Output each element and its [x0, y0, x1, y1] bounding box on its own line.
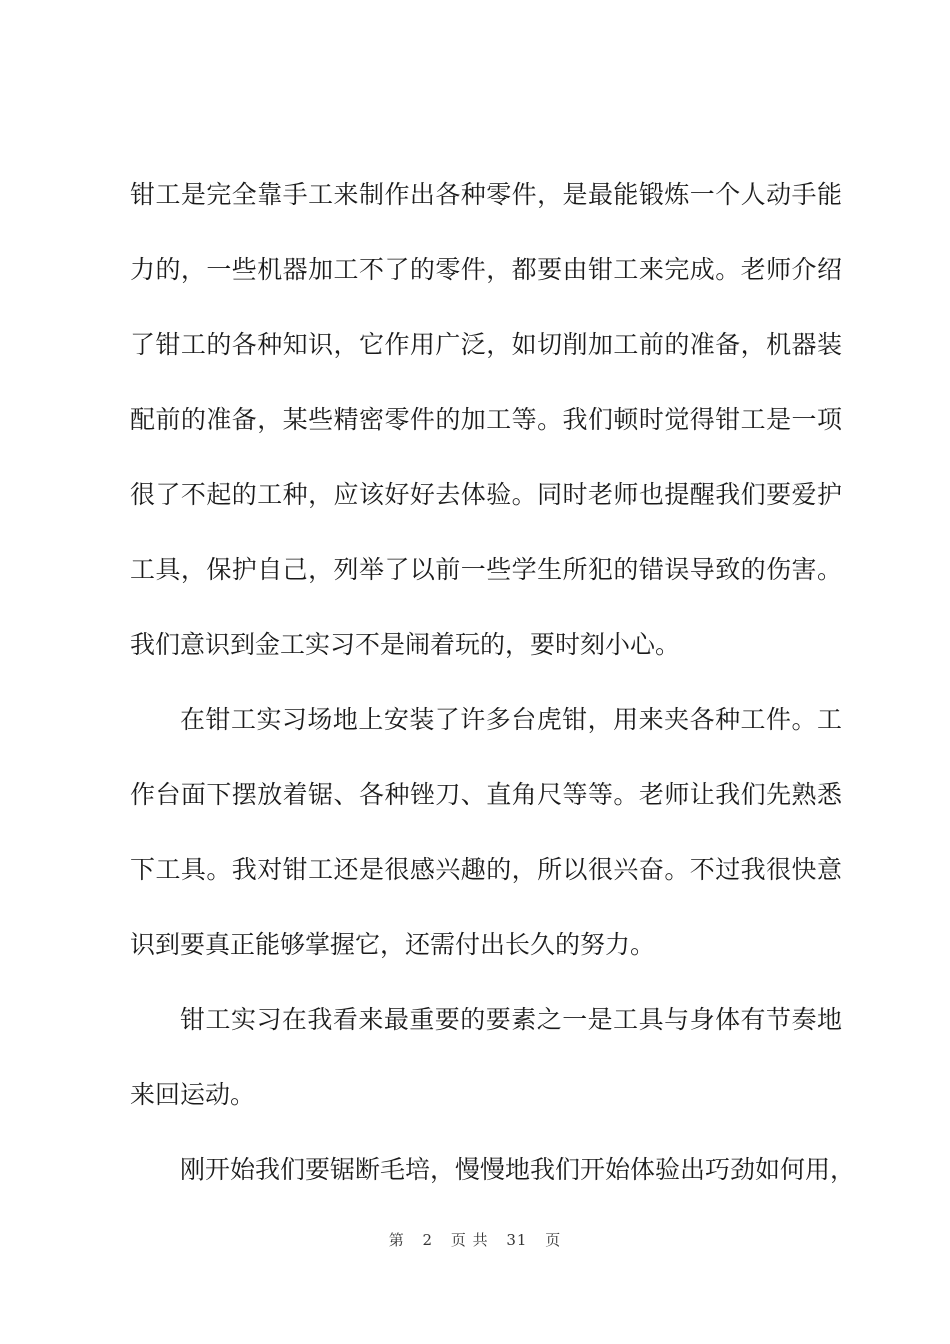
page-footer — [0, 1229, 950, 1250]
text-line: 我们意识到金工实习不是闹着玩的，要时刻小心。 — [130, 630, 681, 659]
paragraph-first-line: 刚开始我们要锯断毛培，慢慢地我们开始体验出巧劲如何用， — [180, 1155, 856, 1184]
text-line: 力的，一些机器加工不了的零件，都要由钳工来完成。老师介绍 — [130, 255, 842, 284]
footer-total-pages: 31 — [506, 1231, 528, 1249]
text-line: 下工具。我对钳工还是很感兴趣的，所以很兴奋。不过我很快意 — [130, 855, 842, 884]
text-line: 来回运动。 — [130, 1080, 256, 1109]
footer-middle: 页 共 — [450, 1231, 489, 1249]
text-line: 了钳工的各种知识，它作用广泛，如切削加工前的准备，机器装 — [130, 330, 842, 359]
footer-suffix: 页 — [545, 1231, 562, 1249]
text-line: 很了不起的工种，应该好好去体验。同时老师也提醒我们要爱护 — [130, 480, 842, 509]
text-line: 钳工是完全靠手工来制作出各种零件，是最能锻炼一个人动手能 — [130, 180, 842, 209]
footer-prefix: 第 — [388, 1231, 405, 1249]
paragraph-first-line: 钳工实习在我看来最重要的要素之一是工具与身体有节奏地 — [180, 1005, 842, 1034]
paragraph-first-line: 在钳工实习场地上安装了许多台虎钳，用来夹各种工件。工 — [180, 705, 842, 734]
text-line: 作台面下摆放着锯、各种锉刀、直角尺等等。老师让我们先熟悉 — [130, 780, 842, 809]
text-line: 配前的准备，某些精密零件的加工等。我们顿时觉得钳工是一项 — [130, 405, 842, 434]
text-line: 工具，保护自己，列举了以前一些学生所犯的错误导致的伤害。 — [130, 555, 842, 584]
footer-page-number: 2 — [422, 1231, 434, 1249]
text-line: 识到要真正能够掌握它，还需付出长久的努力。 — [130, 930, 656, 959]
